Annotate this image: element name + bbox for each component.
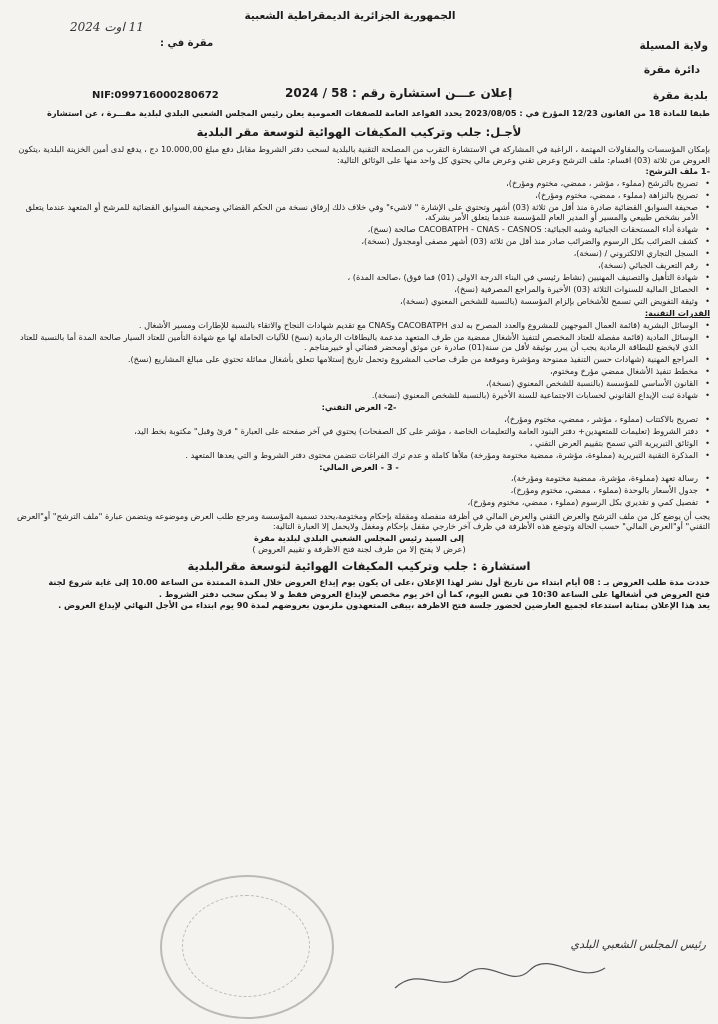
section3-title: - 3 - العرض المالي: — [319, 461, 399, 472]
section2-title: -2- العرض التقني: — [321, 402, 397, 413]
capacities-title: القدرات التقنية: — [644, 308, 710, 319]
closing-line-2: فتح العروض في أشغالها على الساعة 10:30 في نفس اليوم، كما أن اخر يوم مخصص لإيداع العروض فقط و لا يمكن سحب دفتر الشروط . — [158, 588, 710, 599]
list-item: • رسالة تعهد (مملوءة، مؤشرة، ممضية مختومة ومؤرخة)، — [8, 473, 710, 484]
list-item: • المذكرة التقنية التبريرية (مملوءة، مؤشرة، ممضية مختومة ومؤرخة) ملأها كاملة و عدم ترك الفراغات تتضمن محتوى دفتر الشروط و التي يعدها المتعهد . — [8, 450, 710, 461]
official-stamp — [160, 875, 334, 1019]
municipality: بلدية مقرة — [652, 90, 708, 102]
announcement-title: إعلان عـــن استشارة رقم : 58 / 2024 — [285, 86, 513, 100]
province: ولاية المسيلة — [639, 40, 708, 52]
list-item: • شهادة التأهيل والتصنيف المهنيين (نشاط رئيسي في البناء الدرجة الاولى (01) فما فوق) ،صالحة المدة) ، — [8, 272, 710, 283]
list-item: • الوسائل المادية (قائمة مفصلة للعتاد المخصص لتنفيذ الأشغال ممضية من طرف المتعهد مدعمة بالبطاقات الرمادية (نسخ) للآليات الحاملة لها مع شهادة التأمين للعتاد السيار صالحة المدة أما بالنسبة للعتاد الذي لايخضع للبطاقة الرمادية يجب أن يبرر بوثيقة لأقل من سنة(01) صادرة عن موثق أومحضر قضائي أو خبيرمناجم . — [8, 332, 710, 353]
closing-line-1: حددت مدة طلب العروض بـ : 08 أيام ابتداء من تاريخ أول نشر لهذا الإعلان ،على ان يكون يوم إيداع العروض خلال المدة الممتدة من الساعة 10.00 إلى غاية شروع لجنة — [48, 577, 710, 588]
list-item: • شهادة ثبت الإيداع القانوني لحسابات الاجتماعية للسنة الأخيرة (بالنسبة للشخص المعنوي (نسخة). — [8, 390, 710, 401]
list-item: • المراجع المهنية (شهادات حسن التنفيذ ممنوحة ومؤشرة وموقعة من طرف صاحب المشروع وتحمل تاريخ إستلامها تتعلق بأشغال مماثلة تحتوي على مبالغ المشاريع (نسخ). — [8, 354, 710, 365]
signature-scribble — [390, 960, 610, 996]
district: دائرة مقرة — [643, 64, 700, 76]
signature-title: رئيس المجلس الشعبي البلدي — [570, 938, 706, 951]
republic-header: الجمهورية الجزائرية الديمقراطية الشعبية — [244, 10, 456, 22]
list-item: • وثيقة التفويض التي تسمح للأشخاص بإلزام المؤسسة (بالنسبة للشخص المعنوي (نسخة)، — [8, 296, 710, 307]
list-item: • تفصيل كمي و تقديري بكل الرسوم (مملوء ، ممضي، مختوم ومؤرخ)، — [8, 497, 710, 508]
object-line: لأجـل: جلب وتركيب المكيفات الهوائية لتوسعة مقر البلدية — [196, 124, 522, 139]
handwritten-date: 11 اوت 2024 — [70, 20, 144, 34]
list-item: • الوسائل البشرية (قائمة العمال الموجهين للمشروع والعدد المصرح به لدى CACOBATPH وCNAS مع تقديم شهادات النجاح والاتقاء بالنسبة للإطارات ومسير الأشغال . — [8, 320, 710, 331]
list-item: • تصريح بالاكتتاب (مملوء ، مؤشر ، ممضي، مختوم ومؤرخ)، — [8, 414, 710, 425]
invite-paragraph: بإمكان المؤسسات والمقاولات المهتمة ، الراغبة في المشاركة في الاستشارة التقرب من المصلحة التقنية بالبلدية لسحب دفتر الشروط مقابل دفع مبلغ 10.000,00 دج ، يدفع لدى أمين الخزينة البلدية ،يتكون العروض من ثلاثة (03) اقسام: ملف الترشح وعرض تقني وعرض مالي يحتوي كل واحد منها على الوثائق التالية: — [18, 144, 710, 165]
place-line: مقرة في : — [160, 38, 214, 49]
list-item: • شهادة أداء المستحقات الجبائية وشبه الجبائية: CACOBATPH - CNAS - CASNOS صالحة (نسخ)، — [8, 224, 710, 235]
list-item: • الوثائق التبريرية التي تسمح بتقييم العرض التقني ، — [8, 438, 710, 449]
envelope-warning: (عرض لا يفتح إلا من طرف لجنة فتح الاظرفة و تقييم العروض ) — [252, 544, 466, 555]
list-item: • القانون الأساسي للمؤسسة (بالنسبة للشخص المعنوي (نسخة)، — [8, 378, 710, 389]
closing-line-3: يعد هذا الإعلان بمثابة استدعاء لجميع العارضين لحضور جلسة فتح الاظرفة ،يبقى المتعهدون ملزمون بعروضهم لمدة 90 يوم ابتداء من الأجل النهائي لإيداع العروض . — [58, 600, 710, 611]
nif-number: NIF:099716000280672 — [92, 90, 219, 101]
list-item: • تصريح بالنزاهة (مملوء ، ممضي، مختوم ومؤرخ)، — [8, 190, 710, 201]
repeat-title: استشارة : جلب وتركيب المكيفات الهوائية لتوسعة مقرالبلدية — [187, 558, 531, 573]
list-item: • الحصائل المالية للسنوات الثلاثة (03) الأخيرة والمراجع المصرفية (نسخ)، — [8, 284, 710, 295]
intro-paragraph: طبقا للمادة 18 من القانون 12/23 المؤرخ في : 2023/08/05 يحدد القواعد العامة للصفقات العمومية يعلن رئيس المجلس الشعبي البلدي لبلدية مقـــرة ، عن استشارة — [47, 108, 710, 118]
list-item: • رقم التعريف الجبائي (نسخة)، — [8, 260, 710, 271]
list-item: • صحيفة السوابق القضائية صادرة منذ أقل من ثلاثة (03) أشهر وتحتوي على الإشارة " لاشيء" وفي خلاف ذلك إرفاق نسخة من الحكم القضائي وصحيفة السوابق القضائية للمرشح أو المتعهد عندما يتعلق الأمر بشخص طبيعي والمسير أو المدير العام للمؤسسة عندما يتعلق الأمر بشركة، — [8, 202, 710, 223]
list-item: • دفتر الشروط (تعليمات للمتعهدين+ دفتر البنود العامة والتعليمات الخاصة ، مؤشر على كل الصفحات) يحتوي في آخر صفحته على العبارة " قرئ وقبل" مكتوبة بخط اليد، — [8, 426, 710, 437]
list-item: • كشف الضرائب بكل الرسوم والضرائب صادر منذ أقل من ثلاثة (03) أشهر مصفى أومجدول (نسخة)، — [8, 236, 710, 247]
envelope-note: يجب أن يوضع كل من ملف الترشح والعرض التقني والعرض المالي في أظرفة منفصلة ومقفلة بإحكام ومختومة،يحدد تسمية المؤسسة ومرجع طلب العرض وموضوعه ويتضمن عبارة "ملف الترشح" أو"العرض التقني" أو"العرض المالي" حسب الحالة وتوضع هذه الأظرفة في ظرف آخر خارجي مقفل بإحكام ومغفل ولايحمل إلا العبارة التالية: — [17, 510, 710, 532]
list-item: • جدول الأسعار بالوحدة (مملوء ، ممضي، مختوم ومؤرخ)، — [8, 485, 710, 496]
list-item: • تصريح بالترشح (مملوء ، مؤشر ، ممضي، مختوم ومؤرخ)، — [8, 178, 710, 189]
list-item: • مخطط تنفيذ الأشغال ممضي مؤرخ ومختوم، — [8, 366, 710, 377]
section1-title: -1 ملف الترشح: — [645, 166, 710, 177]
envelope-address: إلى السيد رئيس المجلس الشعبي البلدي لبلدية مقرة — [254, 532, 464, 543]
list-item: • السجل التجاري الالكتروني / (نسخة)، — [8, 248, 710, 259]
document-body — [8, 108, 710, 612]
